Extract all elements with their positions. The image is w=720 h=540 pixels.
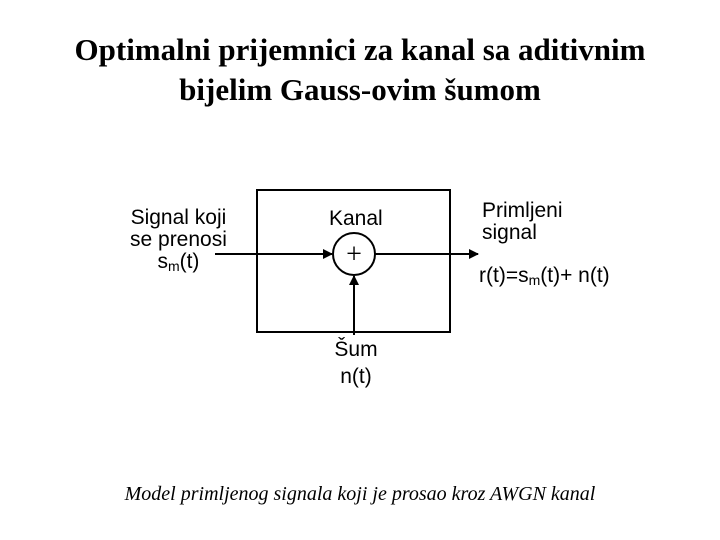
noise-label-line2: n(t) (340, 365, 372, 388)
input-signal-label (130, 207, 227, 277)
output-signal-label (482, 200, 563, 244)
input-label-line2: se prenosi (130, 228, 227, 251)
input-label-symbol: $s_m(t)$ (157, 250, 200, 274)
output-label-line1: Primljeni (482, 199, 563, 222)
output-equation: $r(t)=s_m(t)+ n(t)$ (479, 264, 610, 288)
channel-label: Kanal (329, 207, 383, 230)
output-label-line2: signal (482, 221, 537, 244)
figure-caption: Model primljenog signala koji je prosao kroz AWGN kanal (124, 483, 596, 505)
slide-title-line1: Optimalni prijemnici za kanal sa aditivnim (74, 32, 646, 67)
slide-title-line2: bijelim Gauss-ovim šumom (179, 72, 541, 107)
noise-label-line1: Šum (334, 338, 378, 361)
input-label-line1: Signal koji (130, 206, 227, 229)
noise-label (330, 339, 382, 388)
summer-plus: + (346, 239, 362, 270)
